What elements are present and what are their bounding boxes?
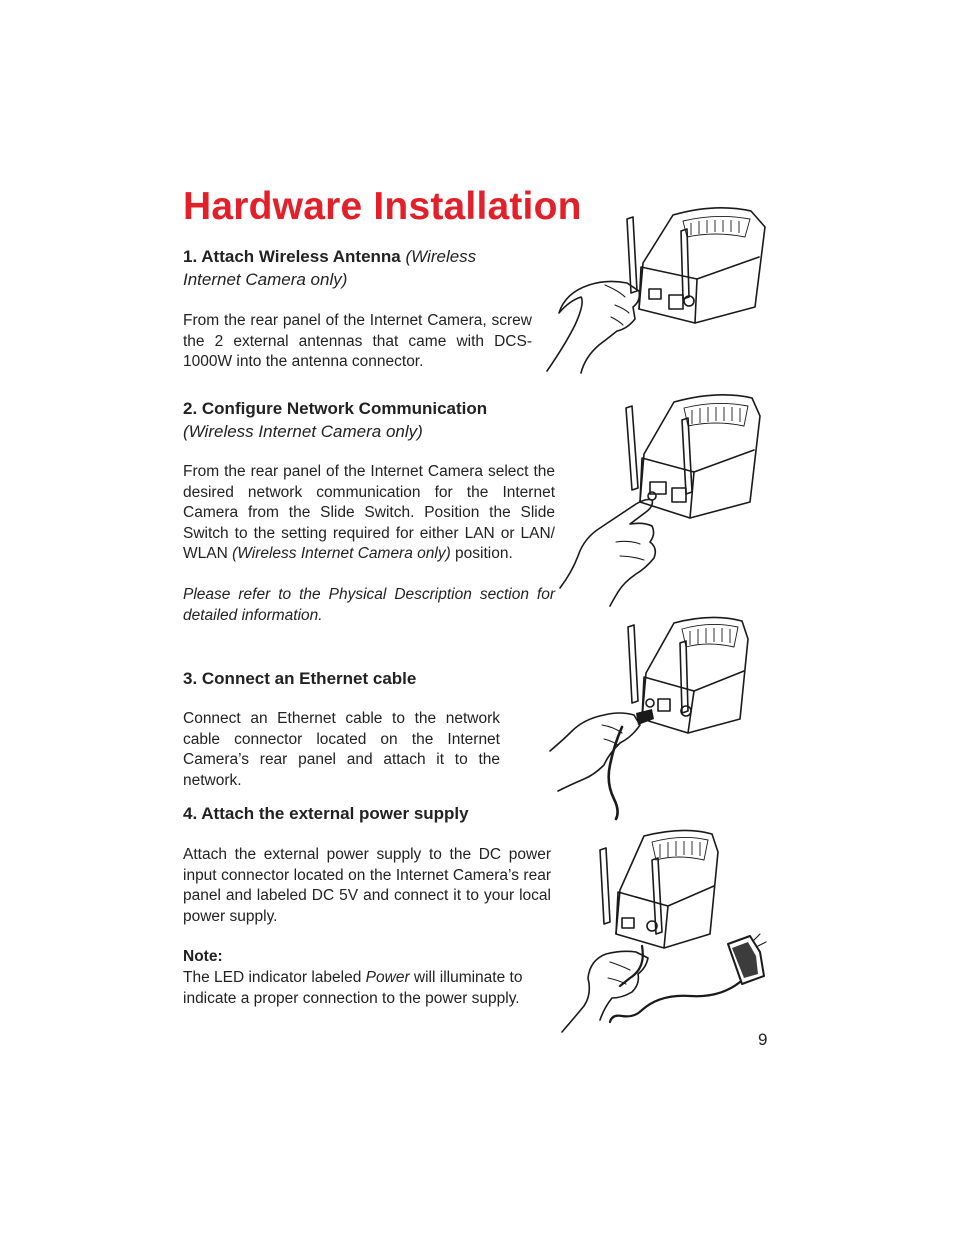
heading-note: (Wireless Internet Camera only) xyxy=(183,422,423,441)
note-text-end: will illuminate to indicate a proper connection to the power supply. xyxy=(183,969,523,1007)
illustration-ethernet-cable xyxy=(548,615,753,820)
note-text: The LED indicator labeled xyxy=(183,969,366,986)
page-number: 9 xyxy=(758,1030,768,1049)
section-configure-network xyxy=(183,397,555,443)
section-heading: 4. Attach the external power supply xyxy=(183,804,469,823)
section-note: Please refer to the Physical Description section for detailed information. xyxy=(183,586,555,624)
section-body: Attach the external power supply to the DC power input connector located on the Internet Camera’s rear panel and labeled DC 5V and connect it to your local power supply. xyxy=(183,846,551,925)
illustration-power-supply xyxy=(560,828,785,1033)
section-body xyxy=(183,462,555,565)
heading-text: 1. Attach Wireless Antenna xyxy=(183,247,401,266)
note-body xyxy=(183,968,553,1009)
section-body: Connect an Ethernet cable to the network cable connector located on the Internet Camera’s rear panel and attach it to the network. xyxy=(183,710,500,789)
body-text: From the rear panel of the Internet Camera select the desired network communication for the Internet Camera from the Slide Switch. Position the Slide Switch to the setting required for either LAN or LAN/ WLAN xyxy=(183,463,555,563)
section-heading: 3. Connect an Ethernet cable xyxy=(183,669,417,688)
section-heading: 2. Configure Network Communication xyxy=(183,399,488,418)
section-attach-antenna xyxy=(183,245,528,291)
body-text-end: position. xyxy=(450,545,513,563)
section-heading xyxy=(183,245,528,291)
illustration-attach-antenna xyxy=(545,205,770,375)
body-italic: (Wireless Internet Camera only) xyxy=(232,545,451,563)
illustration-slide-switch xyxy=(560,392,765,607)
page-title: Hardware Installation xyxy=(183,185,582,228)
note-italic: Power xyxy=(365,969,410,986)
section-body: From the rear panel of the Internet Camera, screw the 2 external antennas that came with DCS-1000W into the antenna connector. xyxy=(183,312,532,371)
heading-note: (Wireless Internet Camera only) xyxy=(183,247,477,289)
note-label: Note: xyxy=(183,948,223,965)
